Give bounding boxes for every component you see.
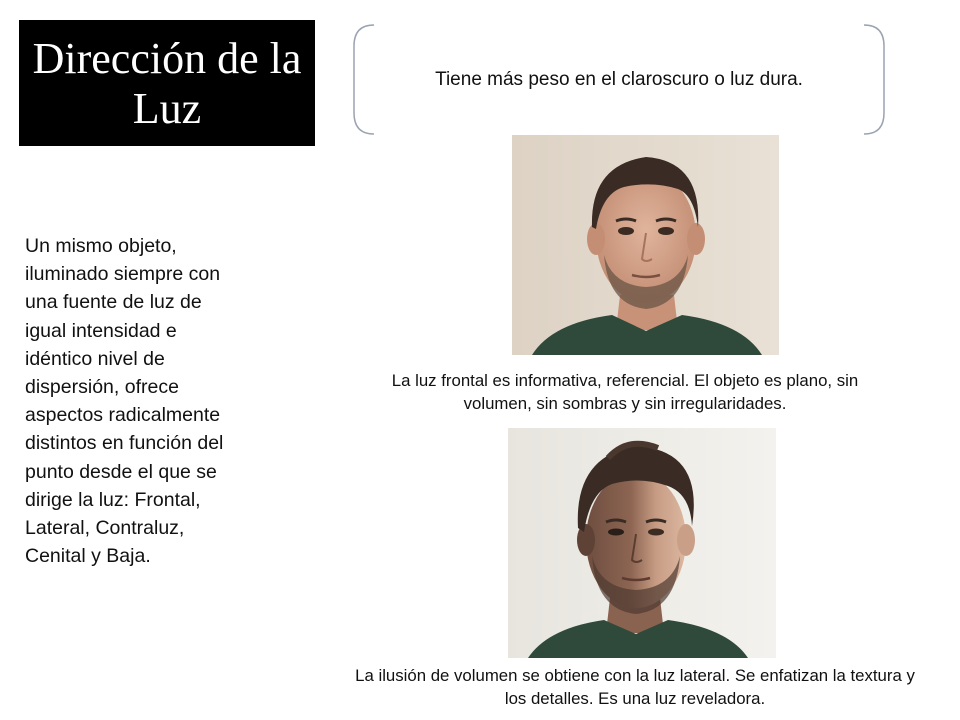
highlight-text: Tiene más peso en el claroscuro o luz dura. <box>435 68 803 90</box>
slide-title: Dirección de la Luz <box>32 34 302 133</box>
body-paragraph: Un mismo objeto, iluminado siempre con una fuente de luz de igual intensidad e idéntico nivel de dispersión, ofrece aspectos radicalmente distintos en función del punto desde el que se dirige la luz: Frontal, Lateral, Contraluz, Cenital y Baja. <box>25 235 224 568</box>
slide-title-box <box>19 20 315 146</box>
photo-lateral-light <box>508 428 776 658</box>
caption-frontal: La luz frontal es informativa, referencial. El objeto es plano, sin volumen, sin sombras y sin irregularidades. <box>391 371 859 413</box>
photo-frontal-light <box>512 135 779 355</box>
caption-lateral: La ilusión de volumen se obtiene con la luz lateral. Se enfatizan la textura y los detalles. Es una luz reveladora. <box>355 666 915 708</box>
highlight-callout <box>352 24 886 135</box>
